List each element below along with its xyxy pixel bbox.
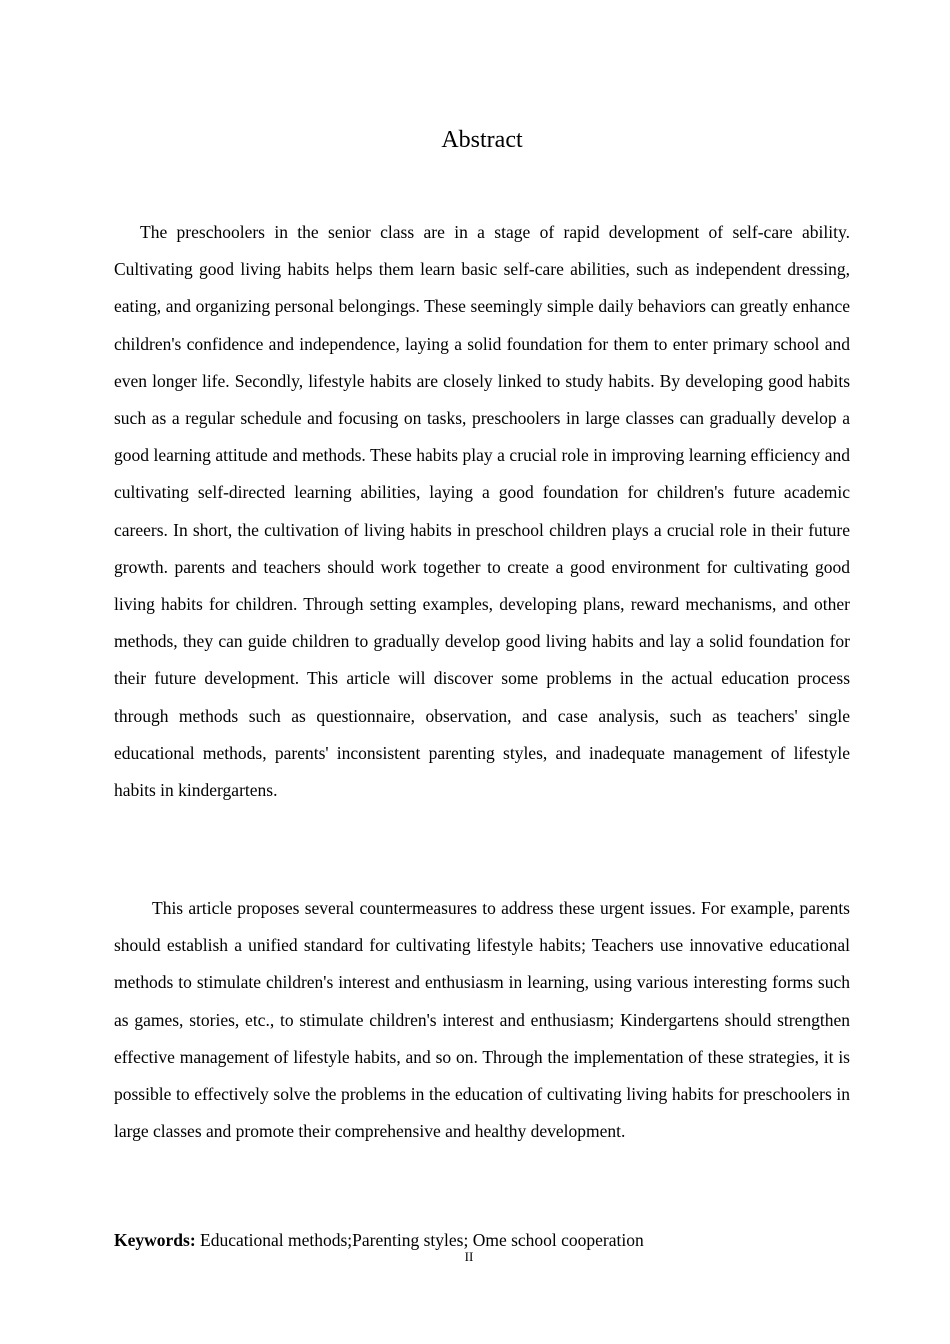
keywords-text: Educational methods;Parenting styles; Ome school cooperation (200, 1230, 644, 1250)
abstract-paragraph-2: This article proposes several countermeasures to address these urgent issues. For example, parents should establish a unified standard for cultivating lifestyle habits; Teachers use innovative educational methods to stimulate children's interest and enthusiasm in learning, using various interesting forms such as games, stories, etc., to stimulate children's interest and enthusiasm; Kindergartens should strengthen effective management of lifestyle habits, and so on. Through the implementation of these strategies, it is possible to effectively solve the problems in the education of cultivating living habits for preschoolers in large classes and promote their comprehensive and healthy development. (114, 898, 850, 1142)
keywords-label: Keywords: (114, 1230, 196, 1250)
abstract-paragraph-1: The preschoolers in the senior class are in a stage of rapid development of self-care ability. Cultivating good living habits helps them learn basic self-care abilities, such as independent dressing, eating, and organizing personal belongings. These seemingly simple daily behaviors can greatly enhance children's confidence and independence, laying a solid foundation for them to enter primary school and even longer life. Secondly, lifestyle habits are closely linked to study habits. By developing good habits such as a regular schedule and focusing on tasks, preschoolers in large classes can gradually develop a good learning attitude and methods. These habits play a crucial role in improving learning efficiency and cultivating self-directed learning abilities, laying a good foundation for children's future academic careers. In short, the cultivation of living habits in preschool children plays a crucial role in their future growth. parents and teachers should work together to create a good environment for cultivating good living habits for children. Through setting examples, developing plans, reward mechanisms, and other methods, they can guide children to gradually develop good living habits and lay a solid foundation for their future development. This article will discover some problems in the actual education process through methods such as questionnaire, observation, and case analysis, such as teachers' single educational methods, parents' inconsistent parenting styles, and inadequate management of lifestyle habits in kindergartens. (114, 222, 850, 801)
abstract-title: Abstract (441, 127, 523, 153)
page-number: II (464, 1249, 474, 1264)
